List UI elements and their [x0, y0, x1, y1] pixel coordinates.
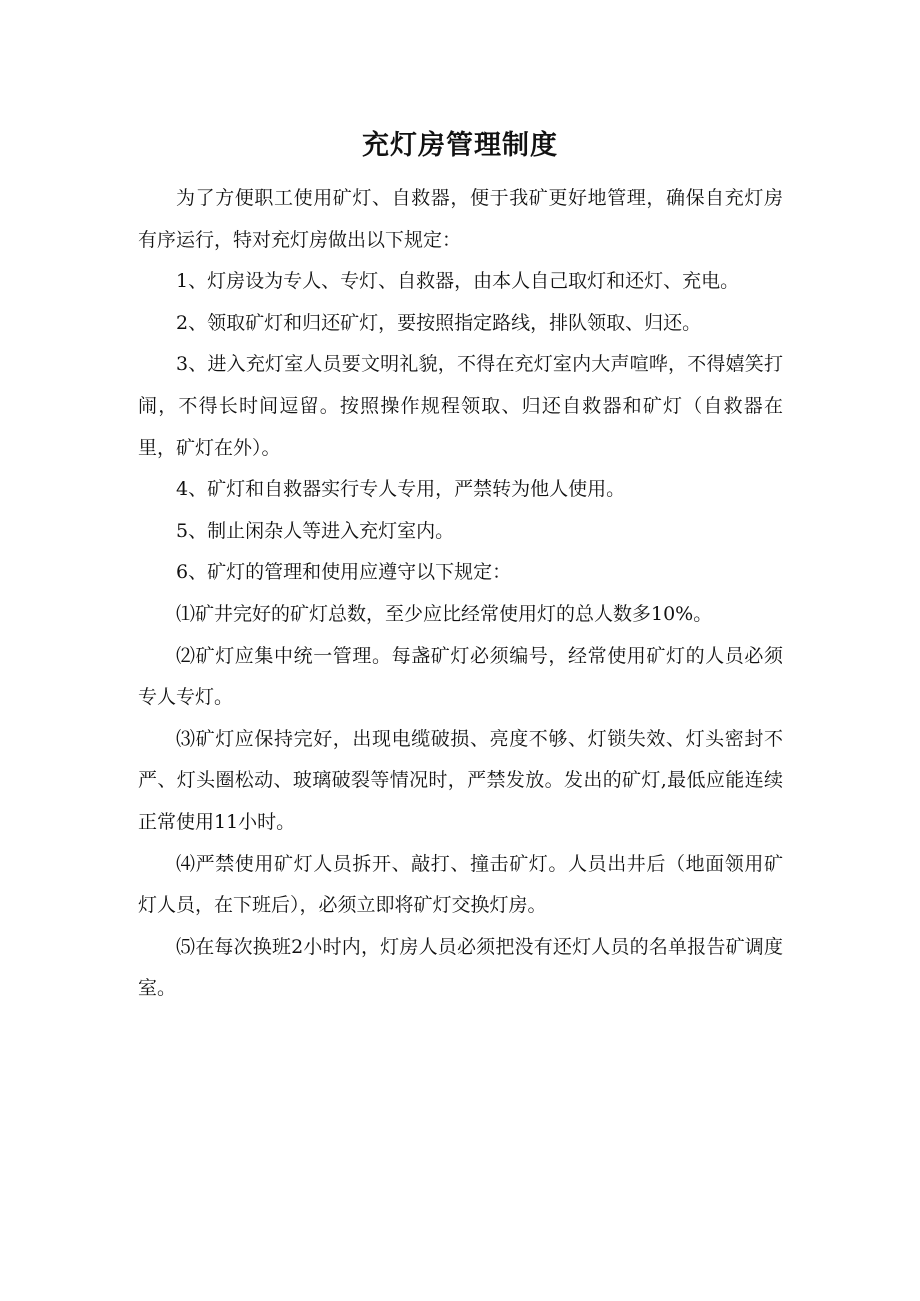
rule-5-paragraph: 5、制止闲杂人等进入充灯室内。 [176, 519, 455, 542]
rule-6-paragraph: 6、矿灯的管理和使用应遵守以下规定： [176, 561, 512, 584]
rule-6-item-4-paragraph: ⑷严禁使用矿灯人员拆开、敲打、撞击矿灯。人员出井后（地面领用矿灯人员，在下班后），必须立即将矿灯交换灯房。 [138, 852, 783, 917]
rule-2-paragraph: 2、领取矿灯和归还矿灯，要按照指定路线，排队领取、归还。 [176, 311, 702, 334]
rule-4-paragraph: 4、矿灯和自救器实行专人专用，严禁转为他人使用。 [176, 478, 626, 501]
document-body [138, 178, 783, 1010]
rule-6-item-3-paragraph: ⑶矿灯应保持完好，出现电缆破损、亮度不够、灯锁失效、灯头密封不严、灯头圈松动、玻璃破裂等情况时，严禁发放。发出的矿灯,最低应能连续正常使用11小时。 [138, 727, 783, 833]
intro-paragraph: 为了方便职工使用矿灯、自救器，便于我矿更好地管理，确保自充灯房有序运行，特对充灯房做出以下规定： [138, 187, 783, 251]
rule-1-paragraph: 1、灯房设为专人、专灯、自救器，由本人自己取灯和还灯、充电。 [176, 270, 740, 293]
rule-6-item-1-paragraph: ⑴矿井完好的矿灯总数，至少应比经常使用灯的总人数多10%。 [176, 602, 713, 625]
document-title: 充灯房管理制度 [362, 130, 558, 161]
rule-6-item-2-paragraph: ⑵矿灯应集中统一管理。每盏矿灯必须编号，经常使用矿灯的人员必须专人专灯。 [138, 644, 783, 709]
rule-3-paragraph: 3、进入充灯室人员要文明礼貌，不得在充灯室内大声喧哗，不得嬉笑打闹，不得长时间逗留。按照操作规程领取、归还自救器和矿灯（自救器在里，矿灯在外）。 [138, 353, 783, 459]
rule-6-item-5-paragraph: ⑸在每次换班2小时内，灯房人员必须把没有还灯人员的名单报告矿调度室。 [138, 935, 783, 1000]
